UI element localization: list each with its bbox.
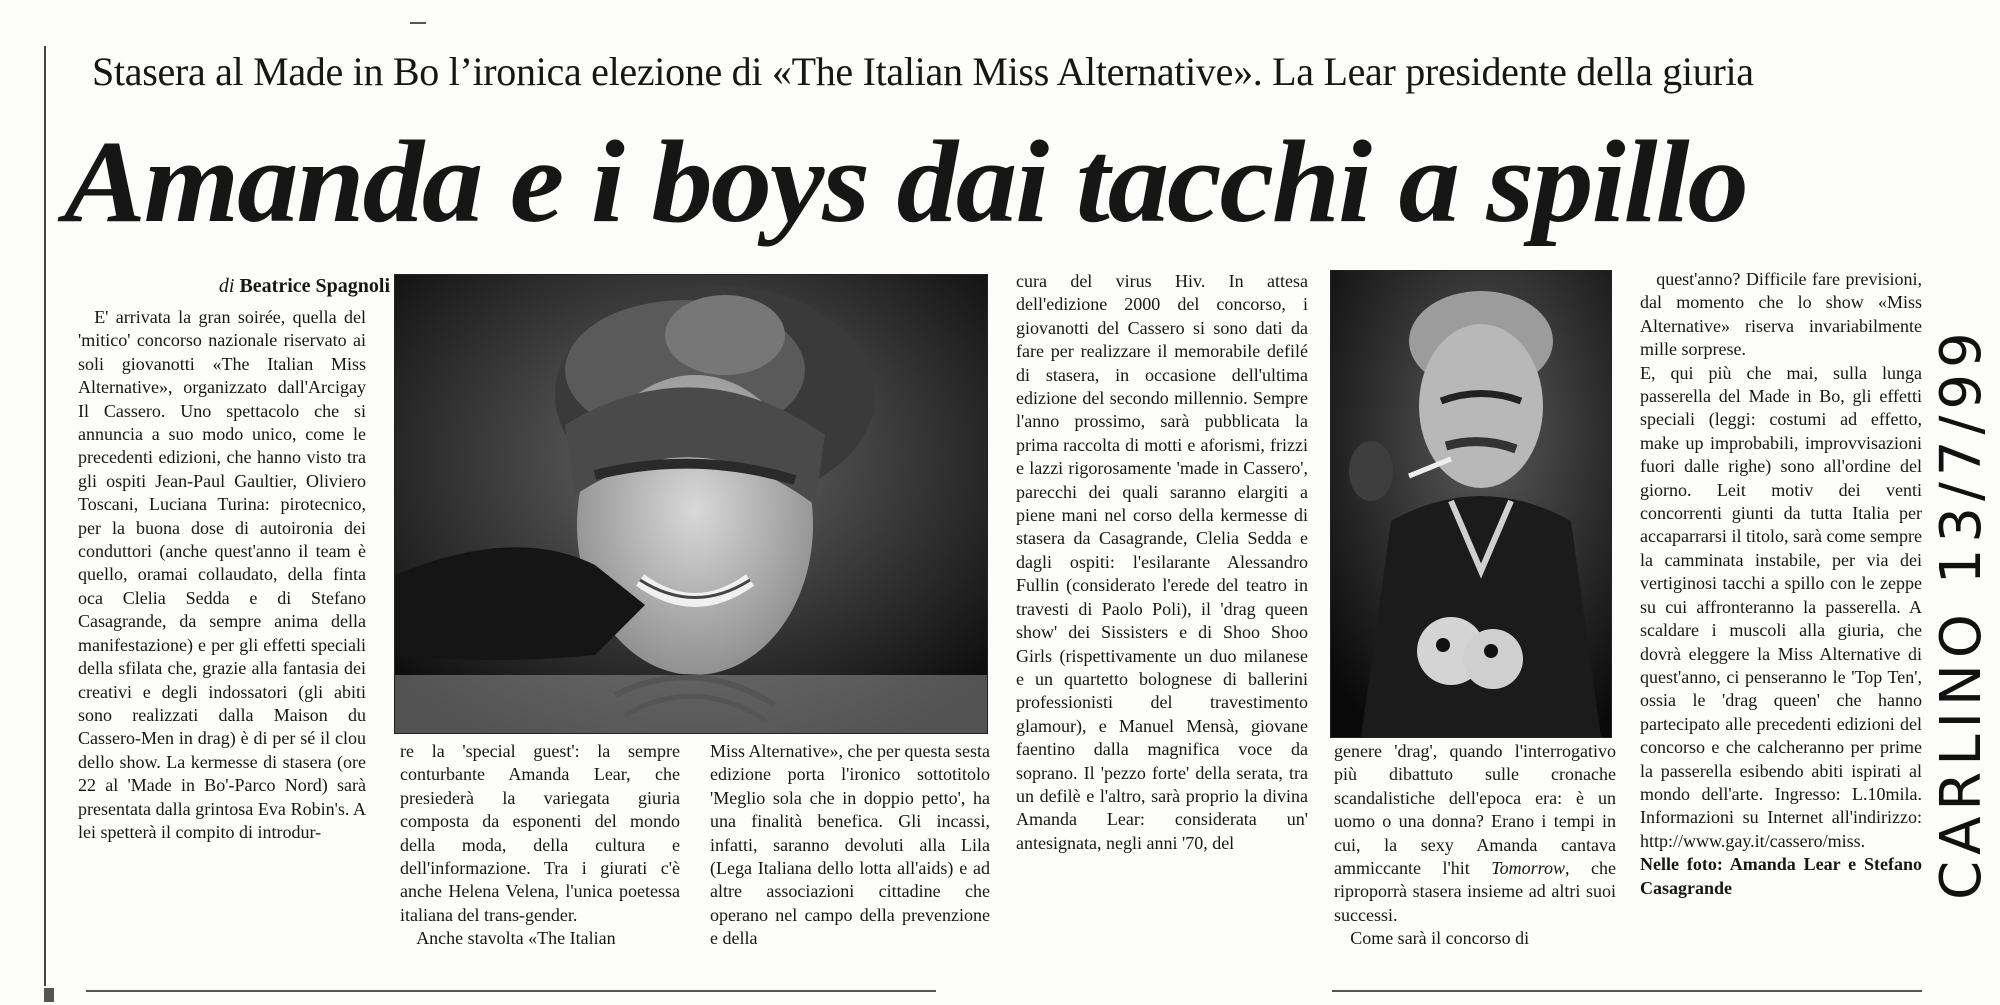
byline-prefix: di xyxy=(218,275,235,297)
column-5-text-a: genere 'drag', quando l'interrogativo più dibattuto sulle cronache scandalistiche dell'epoca era: è un uomo o una donna? Erano i tempi in cui, la sexy Amanda cantava ammiccante l'hit xyxy=(1334,741,1616,879)
column-2-text-b: Anche stavolta «The Italian xyxy=(416,928,616,949)
headline: Amanda e i boys dai tacchi a spillo xyxy=(64,116,1747,247)
column-6 xyxy=(1640,268,1922,986)
portrait-image-2 xyxy=(1331,271,1611,737)
stefano-casagrande-photo xyxy=(1330,270,1612,738)
column-1-text: E' arrivata la gran soirée, quella del 'mitico' concorso nazionale riservato ai soli giovanotti «The Italian Miss Alternative», organizzato dall'Arcigay Il Cassero. Uno spettacolo che si annuncia a suo modo unico, come le precedenti edizioni, che hanno visto tra gli ospiti Jean-Paul Gaultier, Oliviero Toscani, Luciana Turina: pirotecnico, per la buona dose di autoironia dei conduttori (anche quest'anno il team è quello, oramai collaudato, della finta oca Clelia Sedda e di Stefano Casagrande, da sempre anima della manifestazione) e per gli effetti speciali della sfilata che, grazie alla fantasia dei creativi e degli indossatori (gli abiti sono realizzati dalla Maison du Cassero-Men in drag) è di per sé il clou dello show. La kermesse di stasera (ore 22 al 'Made in Bo'-Parco Nord) sarà presentata dalla grintosa Eva Robin's. A lei spetterà il compito di introdur- xyxy=(78,307,366,842)
top-tick-mark xyxy=(410,22,426,24)
column-2 xyxy=(400,740,680,986)
photo-caption: Nelle foto: Amanda Lear e Stefano Casagrande xyxy=(1640,854,1922,898)
column-4 xyxy=(1016,270,1308,986)
column-2-text: re la 'special guest': la sempre conturbante Amanda Lear, che presiederà la variegata giuria composta da esponenti del mondo della moda, della cultura e dell'informazione. Tra i giurati c'è anche Helena Velena, l'unica poetessa italiana del trans-gender. xyxy=(400,741,680,925)
column-1 xyxy=(78,306,366,986)
handwritten-source-note: CARLINO 13/7/99 xyxy=(1929,326,1994,900)
kicker: Stasera al Made in Bo l’ironica elezione di «The Italian Miss Alternative». La Lear presidente della giuria xyxy=(92,49,1754,94)
column-5 xyxy=(1334,740,1616,986)
song-title: Tomorrow xyxy=(1491,858,1565,879)
column-5-text-b: Come sarà il concorso di xyxy=(1350,928,1530,949)
column-3-text: Miss Alternative», che per questa sesta edizione porta l'ironico sottotitolo 'Meglio sola che in doppio petto', ha una finalità benefica. Gli incassi, infatti, saranno devoluti alla Lila (Lega Italiana dello lotta all'aids) e ad altre associazioni cittadine che operano nel campo della prevenzione e della xyxy=(710,741,990,949)
column-4-text: cura del virus Hiv. In attesa dell'edizione 2000 del concorso, i giovanotti del Cassero si sono dati da fare per realizzare il memorabile defilé di stasera, in occasione dell'ultima edizione del secondo millennio. Sempre l'anno prossimo, sarà pubblicata la prima raccolta di motti e aforismi, frizzi e lazzi rigorosamente 'made in Cassero', parecchi dei quali saranno elargiti a piene mani nel corso della kermesse di stasera da Casagrande, Clelia Sedda e dagli ospiti: l'esilarante Alessandro Fullin (considerato l'erede del teatro in travesti di Paolo Poli), il 'drag queen show' dei Sissisters e di Shoo Shoo Girls (rispettivamente un duo milanese e un quartetto bolognese di ballerini professionisti del travestimento glamour), e Manuel Mensà, giovane faentino dalla magnifica voce da soprano. Il 'pezzo forte' della serata, tra un defilè e l'altro, sarà proprio la divina Amanda Lear: considerata un' antesignata, negli anni '70, del xyxy=(1016,271,1308,853)
portrait-image xyxy=(395,275,987,733)
left-border-rule xyxy=(44,46,46,986)
column-5-text xyxy=(1334,740,1616,927)
byline xyxy=(160,274,390,298)
column-3 xyxy=(710,740,990,986)
bottom-rule-right xyxy=(1332,990,1922,992)
column-5-text-c: , che riproporrà stasera insieme ad altri suoi successi. xyxy=(1334,858,1616,925)
byline-name: Beatrice Spagnoli xyxy=(239,275,390,297)
column-6-text-b: E, qui più che mai, sulla lunga passerella del Made in Bo, gli effetti speciali (leggi: costumi ad effetto, make up improbabili, improvvisazioni fuori dalle righe) sono all'ordine del giorno. Leit motiv dei venti concorrenti giunti da tutta Italia per accaparrarsi il titolo, sarà come sempre la camminata instabile, per via dei vertiginosi tacchi a spillo con le zeppe su cui affronteranno la passerella. A scaldare i muscoli alla giuria, che dovrà eleggere la Miss Alternative di quest'anno, ci penseranno le 'Top Ten', ossia le 'drag queen' che hanno partecipato alle precedenti edizioni del concorso e che calcheranno per prime la passerella esibendo abiti ispirati al mondo dell'arte. Ingresso: L.10mila. Informazioni su Internet all'indirizzo: http://www.gay.it/cassero/miss. xyxy=(1640,362,1922,851)
column-6-text-a: quest'anno? Difficile fare previsioni, dal momento che lo show «Miss Alternative» riserva invariabilmente mille sorprese. xyxy=(1640,269,1922,360)
amanda-lear-photo xyxy=(394,274,988,734)
bottom-tick-mark xyxy=(44,988,54,1002)
bottom-rule-left xyxy=(86,990,936,992)
